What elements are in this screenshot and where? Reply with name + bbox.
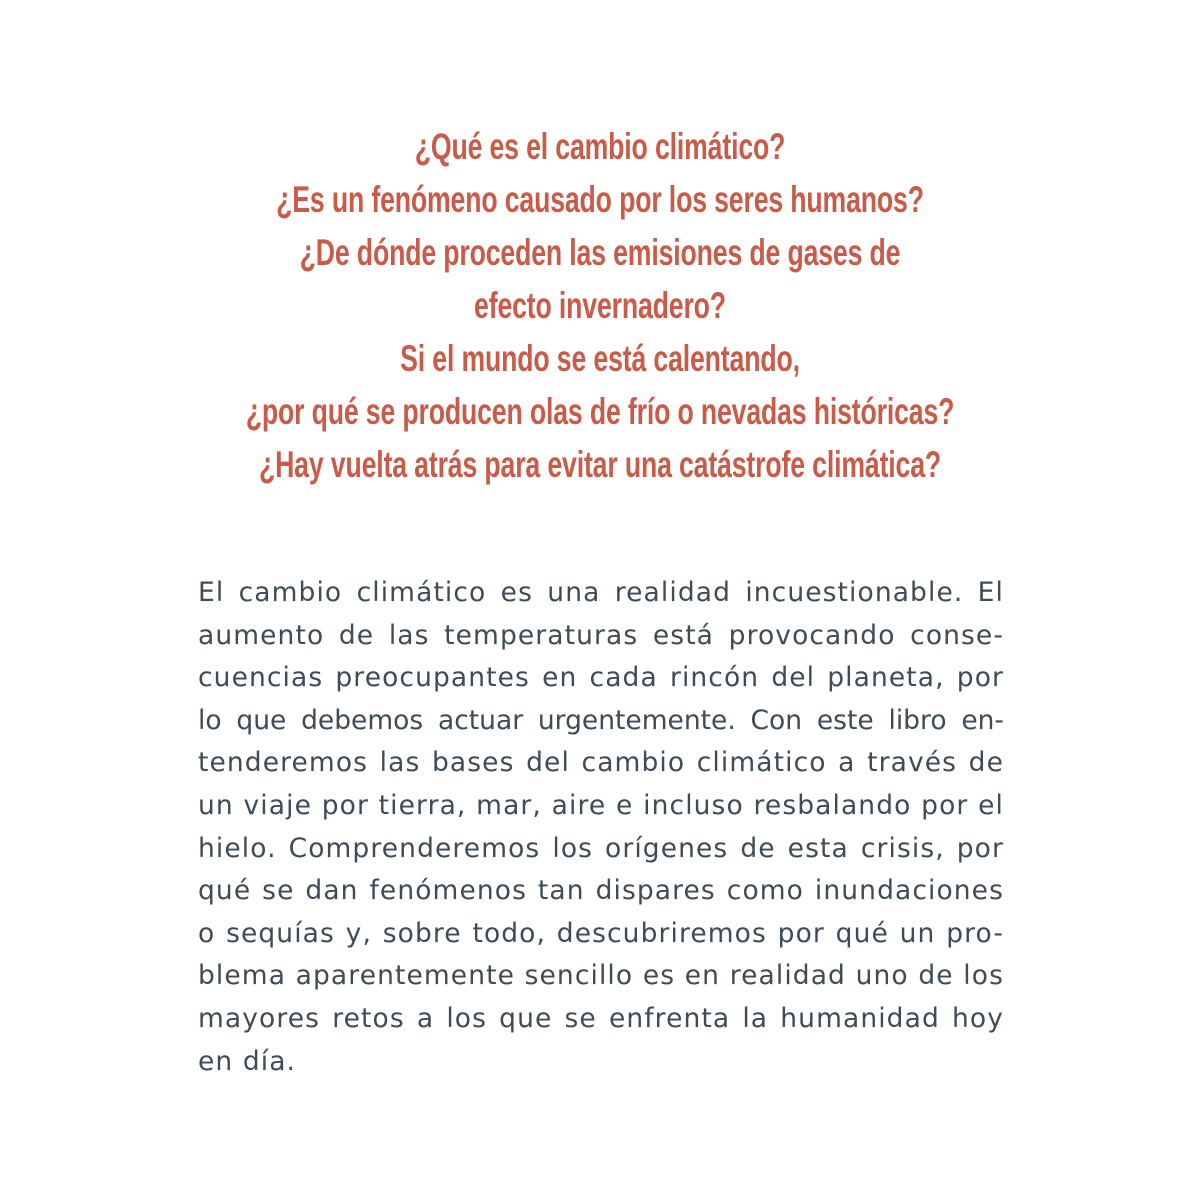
description-line: cuencias preocupantes en cada rincón del planeta, por bbox=[198, 662, 1004, 694]
description-line: aumento de las temperaturas está provocando conse- bbox=[198, 619, 1004, 651]
question-line: ¿De dónde proceden las emisiones de gases de bbox=[299, 232, 901, 273]
question-list bbox=[100, 120, 1100, 491]
question-line: efecto invernadero? bbox=[474, 285, 726, 326]
description-line: hielo. Comprenderemos los orígenes de esta crisis, por bbox=[198, 832, 1004, 864]
question-line: Si el mundo se está calentando, bbox=[400, 338, 800, 379]
description-line: en día. bbox=[198, 1045, 297, 1077]
description-line: qué se dan fenómenos tan dispares como inundaciones bbox=[198, 875, 1004, 907]
question-line: ¿Hay vuelta atrás para evitar una catástrofe climática? bbox=[258, 444, 942, 485]
description-line: o sequías y, sobre todo, descubriremos por qué un pro- bbox=[198, 917, 1004, 949]
question-line: ¿Qué es el cambio climático? bbox=[414, 126, 786, 167]
description-line: blema aparentemente sencillo es en realidad uno de los bbox=[198, 960, 1004, 992]
question-line: ¿por qué se producen olas de frío o nevadas históricas? bbox=[245, 391, 955, 432]
description-line: El cambio climático es una realidad incuestionable. El bbox=[198, 577, 1004, 608]
description-line: un viaje por tierra, mar, aire e incluso resbalando por el bbox=[198, 789, 1004, 821]
description-paragraph bbox=[198, 572, 1004, 1083]
description-line: tenderemos las bases del cambio climático a través de bbox=[198, 747, 1004, 779]
description-line: lo que debemos actuar urgentemente. Con este libro en- bbox=[198, 704, 1004, 736]
description-line: mayores retos a los que se enfrenta la humanidad hoy bbox=[198, 1002, 1004, 1034]
question-line: ¿Es un fenómeno causado por los seres humanos? bbox=[276, 179, 924, 220]
